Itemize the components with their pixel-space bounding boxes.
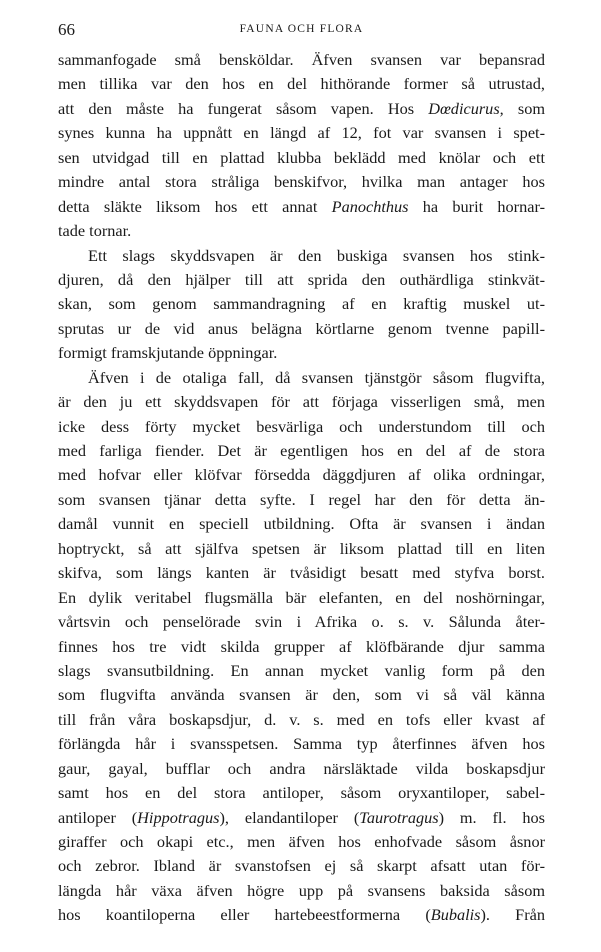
text-line (58, 683, 545, 707)
text-line (58, 610, 545, 634)
page-header (58, 20, 545, 42)
italic-taxon-name: Dœdicurus, (428, 98, 504, 118)
paragraph (58, 366, 545, 928)
text-line (58, 879, 545, 903)
text-run: giraffer och okapi etc., men äfven hos enhofvade såsom åsnor (58, 832, 545, 851)
text-run: som flugvifta använda svansen är den, som vi så väl känna (58, 685, 545, 705)
text-line (58, 146, 545, 170)
text-run: ). Från (480, 905, 546, 925)
text-line (58, 439, 545, 463)
text-line (58, 757, 545, 781)
text-line (58, 732, 545, 756)
text-line (58, 512, 545, 536)
text-run: djuren, då den hjälper till att sprida den outhärdliga stinkvät- (58, 269, 545, 289)
text-line (58, 268, 545, 292)
text-run: är den ju ett skyddsvapen för att förjaga visserligen små, men (58, 392, 545, 412)
text-run: och zebror. Ibland är svanstofsen ej så skarpt afsatt utan för- (58, 856, 545, 876)
text-run: längda hår växa äfven högre upp på svansens baksida såsom (58, 880, 545, 900)
text-run: formigt framskjutande öppningar. (58, 343, 278, 363)
text-line (58, 390, 545, 414)
text-line (58, 854, 545, 878)
text-line (58, 415, 545, 439)
running-head: FAUNA OCH FLORA (239, 23, 364, 35)
text-run: detta släkte liksom hos ett annat (58, 196, 332, 216)
text-run: sen utvidgad till en plattad klubba beklädd med knölar och ett (58, 147, 545, 167)
text-run: finnes hos tre vidt skilda grupper af klöfbärande djur samma (58, 636, 545, 656)
italic-taxon-name: Bubalis (430, 905, 481, 925)
italic-taxon-name: Taurotragus (359, 807, 439, 827)
text-run: som (503, 98, 545, 118)
text-run: som svansen tjänar detta syfte. I regel har den för detta än- (58, 489, 545, 509)
body-text (58, 48, 545, 928)
text-run: ), elandantiloper ( (219, 807, 360, 827)
text-line (58, 244, 545, 268)
text-run: skan, som genom sammandragning af en kraftig muskel ut- (58, 294, 545, 314)
text-run: damål vunnit en speciell utbildning. Ofta är svansen i ändan (58, 514, 545, 534)
text-run: hoptryckt, så att själfva spetsen är liksom plattad till en liten (58, 538, 545, 558)
text-line (58, 292, 545, 316)
text-line (58, 561, 545, 585)
text-run: hos koantiloperna eller hartebeestformerna ( (58, 905, 431, 925)
text-line (58, 195, 545, 219)
text-run: Äfven i de otaliga fall, då svansen tjänstgör såsom flugvifta, (88, 367, 545, 387)
text-line (58, 659, 545, 683)
text-line (58, 219, 545, 243)
text-run: vårtsvin och penselörade svin i Afrika o. s. v. Sålunda åter- (58, 612, 545, 632)
text-line (58, 121, 545, 145)
text-line (58, 781, 545, 805)
text-line (58, 317, 545, 341)
text-run: sprutas ur de vid anus belägna körtlarne genom tvenne papill- (58, 318, 545, 338)
italic-taxon-name: Panochthus (331, 196, 409, 216)
text-line (58, 341, 545, 365)
text-run: gaur, gayal, bufflar och andra närsläktade vilda boskapsdjur (58, 758, 545, 778)
text-run: förlängda hår i svansspetsen. Samma typ återfinnes äfven hos (58, 734, 545, 754)
text-run: sammanfogade små bensköldar. Äfven svansen var bepansrad (58, 50, 545, 69)
text-line (58, 488, 545, 512)
text-run: med hofvar eller klöfvar försedda däggdjuren af olika ordningar, (58, 465, 545, 485)
italic-taxon-name: Hippotragus (137, 807, 220, 827)
text-line (58, 708, 545, 732)
text-line (58, 635, 545, 659)
text-line (58, 586, 545, 610)
page-number: 66 (58, 20, 75, 39)
text-run: att den måste ha fungerat såsom vapen. Hos (58, 98, 429, 118)
text-line (58, 170, 545, 194)
text-run: skifva, som längs kanten är tvåsidigt besatt med styfva borst. (58, 563, 545, 583)
text-line (58, 830, 545, 854)
text-run: samt hos en del stora antiloper, såsom oryxantiloper, sabel- (58, 783, 545, 803)
text-line (58, 48, 545, 72)
text-run: men tillika var den hos en del hithörande former så utrustad, (58, 74, 545, 94)
paragraph (58, 244, 545, 366)
text-line (58, 463, 545, 487)
text-run: ha burit hornar- (408, 196, 545, 216)
text-line (58, 72, 545, 96)
text-line (58, 537, 545, 561)
text-run: slags svansutbildning. En annan mycket vanlig form på den (58, 660, 545, 680)
text-run: antiloper ( (58, 807, 138, 827)
text-run: mindre antal stora stråliga benskifvor, hvilka man antager hos (58, 172, 545, 192)
text-run: En dylik veritabel flugsmälla bär elefanten, en del noshörningar, (58, 587, 545, 607)
text-run: icke dess förty mycket besvärliga och understundom till och (58, 416, 545, 436)
text-run: till från våra boskapsdjur, d. v. s. med en tofs eller kvast af (58, 709, 545, 729)
text-line (58, 97, 545, 121)
text-run: med farliga fiender. Det är egentligen hos en del af de stora (58, 441, 545, 460)
paragraph (58, 48, 545, 244)
text-run: synes kunna ha uppnått en längd af 12, fot var svansen i spet- (58, 123, 545, 143)
text-line (58, 903, 545, 927)
text-line (58, 806, 545, 830)
text-run: tade tornar. (58, 221, 132, 241)
text-run: ) m. fl. hos (438, 807, 545, 827)
text-line (58, 366, 545, 390)
text-run: Ett slags skyddsvapen är den buskiga svansen hos stink- (88, 245, 545, 265)
